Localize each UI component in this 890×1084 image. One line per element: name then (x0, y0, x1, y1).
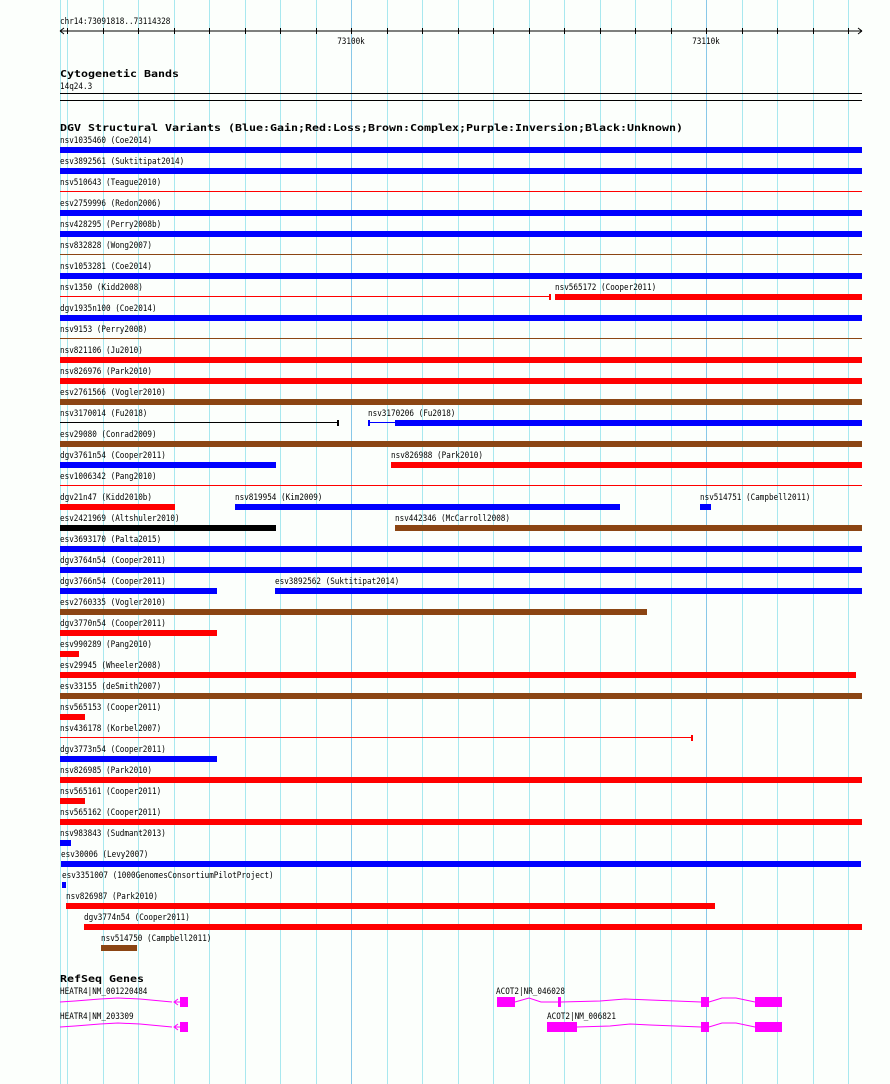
variant-label: nsv826987 (Park2010) (66, 892, 158, 902)
variant-row (60, 157, 862, 174)
exon (180, 1022, 188, 1032)
variant-bar[interactable] (60, 714, 85, 720)
variant-row (60, 829, 166, 846)
tick-label: 73100k (337, 37, 366, 47)
variant-label: esv3892562 (Suktitipat2014) (275, 577, 400, 587)
dgv-track (60, 122, 862, 951)
variant-row (62, 871, 274, 888)
variant-label: nsv3170014 (Fu2018) (60, 409, 148, 419)
variant-bar[interactable] (60, 210, 862, 216)
variant-row (61, 850, 861, 867)
variant-row (60, 598, 647, 615)
variant-bar[interactable] (60, 462, 276, 468)
variant-feature[interactable] (60, 808, 862, 825)
variant-feature[interactable] (60, 766, 862, 783)
exon (180, 997, 188, 1007)
gene-feature[interactable] (547, 1012, 782, 1032)
variant-row (101, 934, 211, 951)
variant-feature[interactable] (368, 409, 862, 426)
intron (60, 1023, 172, 1027)
variant-label: nsv826988 (Park2010) (391, 451, 483, 461)
variant-label: nsv821106 (Ju2010) (60, 346, 143, 356)
variant-row (60, 535, 862, 552)
variant-bar[interactable] (60, 231, 862, 237)
variant-label: nsv565153 (Cooper2011) (60, 703, 162, 713)
variant-bar[interactable] (60, 504, 175, 510)
variant-feature[interactable] (60, 388, 862, 405)
variant-label: esv33155 (deSmith2007) (60, 682, 162, 692)
variant-feature[interactable] (66, 892, 715, 909)
variant-bar[interactable] (60, 273, 862, 279)
variant-row (60, 619, 217, 636)
variant-row (60, 304, 862, 321)
variant-bar[interactable] (395, 420, 862, 426)
variant-label: nsv826985 (Park2010) (60, 766, 152, 776)
variant-feature[interactable] (60, 178, 862, 192)
variant-feature[interactable] (555, 283, 862, 300)
variant-bar[interactable] (555, 294, 862, 300)
variant-feature[interactable] (60, 493, 175, 510)
variant-label: dgv3770n54 (Cooper2011) (60, 619, 166, 629)
variant-feature[interactable] (60, 304, 862, 321)
intron (709, 998, 755, 1002)
variant-line[interactable] (60, 737, 693, 738)
variant-bar[interactable] (60, 840, 71, 846)
variant-row (60, 262, 862, 279)
intron (60, 998, 172, 1002)
variant-label: nsv1053281 (Coe2014) (60, 262, 152, 272)
intron (561, 999, 701, 1002)
variant-row (60, 346, 862, 363)
variant-bar[interactable] (235, 504, 620, 510)
variant-feature[interactable] (60, 283, 551, 300)
variant-end-tick (691, 735, 693, 741)
intron (577, 1024, 701, 1027)
cytoband-track (60, 68, 862, 101)
variant-end-tick (337, 420, 339, 426)
variant-feature[interactable] (101, 934, 211, 951)
region-label: chr14:73091818..73114328 (60, 17, 171, 27)
variant-bar[interactable] (60, 672, 856, 678)
variant-label: dgv3766n54 (Cooper2011) (60, 577, 166, 587)
variant-row (60, 409, 862, 426)
variant-bar[interactable] (60, 798, 85, 804)
variant-label: dgv3764n54 (Cooper2011) (60, 556, 166, 566)
variant-row (60, 430, 862, 447)
variant-feature[interactable] (60, 430, 862, 447)
variant-label: esv1006342 (Pang2010) (60, 472, 157, 482)
variant-label: nsv510643 (Teague2010) (60, 178, 162, 188)
variant-label: nsv1035460 (Coe2014) (60, 136, 152, 146)
variant-bar[interactable] (101, 945, 137, 951)
variant-bar[interactable] (60, 693, 862, 699)
variant-label: esv3351007 (1000GenomesConsortiumPilotProject) (62, 871, 274, 881)
variant-label: esv29945 (Wheeler2008) (60, 661, 162, 671)
variant-bar[interactable] (60, 819, 862, 825)
variant-row (60, 514, 862, 531)
gene-feature[interactable] (60, 987, 188, 1007)
variant-feature[interactable] (60, 598, 647, 615)
variant-label: nsv428295 (Perry2008b) (60, 220, 162, 230)
variant-row (60, 556, 862, 573)
variant-label: esv2759996 (Redon2006) (60, 199, 162, 209)
variant-label: nsv565172 (Cooper2011) (555, 283, 657, 293)
variant-label: nsv442346 (McCarroll2008) (395, 514, 510, 524)
variant-row (60, 283, 862, 300)
variant-label: esv2760335 (Vogler2010) (60, 598, 166, 608)
exon (755, 1022, 782, 1032)
variant-row (60, 724, 693, 741)
variant-bar[interactable] (391, 462, 862, 468)
variant-line[interactable] (60, 254, 862, 255)
variant-feature[interactable] (84, 913, 862, 930)
variant-feature[interactable] (60, 136, 862, 153)
variant-row (60, 577, 862, 594)
variant-bar[interactable] (84, 924, 862, 930)
variant-row (60, 325, 862, 339)
variant-bar[interactable] (60, 588, 217, 594)
variant-label: nsv983843 (Sudmant2013) (60, 829, 166, 839)
exon (755, 997, 782, 1007)
variant-row (60, 367, 862, 384)
variant-row (60, 178, 862, 192)
gene-label: HEATR4|NM_001220484 (60, 987, 148, 997)
gene-label: ACOT2|NR_046028 (496, 987, 565, 997)
variant-feature[interactable] (60, 535, 862, 552)
variant-bar[interactable] (60, 756, 217, 762)
variant-feature[interactable] (60, 262, 862, 279)
variant-bar[interactable] (66, 903, 715, 909)
variant-bar[interactable] (700, 504, 711, 510)
variant-feature[interactable] (60, 682, 862, 699)
variant-bar[interactable] (60, 147, 862, 153)
gene-feature[interactable] (496, 987, 782, 1007)
variant-feature[interactable] (391, 451, 862, 468)
variant-line[interactable] (60, 191, 862, 192)
variant-feature[interactable] (60, 325, 862, 339)
variant-feature[interactable] (60, 409, 339, 426)
variant-bar[interactable] (60, 525, 276, 531)
variant-row (60, 766, 862, 783)
variant-row (60, 787, 161, 804)
gene-label: ACOT2|NM_006821 (547, 1012, 616, 1022)
variant-feature[interactable] (60, 220, 862, 237)
variant-feature[interactable] (60, 472, 862, 486)
exon (547, 1022, 577, 1032)
exon (497, 997, 515, 1007)
exon (558, 997, 561, 1007)
variant-label: nsv826976 (Park2010) (60, 367, 152, 377)
variant-bar[interactable] (60, 168, 862, 174)
variant-bar[interactable] (60, 378, 862, 384)
variant-line[interactable] (368, 422, 395, 423)
variant-bar[interactable] (275, 588, 862, 594)
ruler[interactable] (60, 17, 862, 47)
variant-label: nsv9153 (Perry2008) (60, 325, 148, 335)
gene-feature[interactable] (60, 1012, 188, 1032)
variant-bar[interactable] (60, 609, 647, 615)
variant-bar[interactable] (60, 441, 862, 447)
variant-feature[interactable] (700, 493, 810, 510)
refseq-track (60, 974, 782, 1032)
variant-feature[interactable] (60, 703, 161, 720)
variant-row (60, 808, 862, 825)
variant-label: nsv565161 (Cooper2011) (60, 787, 162, 797)
variant-feature[interactable] (60, 514, 276, 531)
variant-row (84, 913, 862, 930)
variant-label: nsv832828 (Wong2007) (60, 241, 152, 251)
variant-row (60, 472, 862, 486)
variant-label: nsv3170206 (Fu2018) (368, 409, 456, 419)
variant-label: dgv3773n54 (Cooper2011) (60, 745, 166, 755)
variant-row (60, 136, 862, 153)
variant-feature[interactable] (62, 871, 274, 888)
variant-feature[interactable] (235, 493, 620, 510)
variant-bar[interactable] (62, 882, 66, 888)
variant-label: nsv514751 (Campbell2011) (700, 493, 811, 503)
intron (515, 998, 558, 1002)
variant-feature[interactable] (60, 241, 862, 255)
track-title: DGV Structural Variants (Blue:Gain;Red:Loss;Brown:Complex;Purple:Inversion;Black:Unknown) (60, 123, 596, 134)
variant-label: esv990289 (Pang2010) (60, 640, 152, 650)
exon (701, 997, 709, 1007)
variant-row (60, 745, 217, 762)
variant-bar[interactable] (395, 525, 862, 531)
variant-feature[interactable] (60, 619, 217, 636)
gene-label: HEATR4|NM_203309 (60, 1012, 134, 1022)
variant-feature[interactable] (60, 451, 276, 468)
variant-label: esv2421969 (Altshuler2010) (60, 514, 180, 524)
variant-label: esv2761566 (Vogler2010) (60, 388, 166, 398)
variant-row (60, 682, 862, 699)
variant-bar[interactable] (60, 567, 862, 573)
variant-feature[interactable] (60, 787, 161, 804)
variant-label: nsv819954 (Kim2009) (235, 493, 323, 503)
variant-line[interactable] (60, 296, 551, 297)
variant-row (60, 199, 862, 216)
variant-label: esv30006 (Levy2007) (61, 850, 149, 860)
intron (709, 1023, 755, 1027)
variant-bar[interactable] (61, 861, 861, 867)
variant-row (60, 493, 810, 510)
variant-label: esv3693170 (Palta2015) (60, 535, 162, 545)
variant-feature[interactable] (60, 577, 217, 594)
variant-feature[interactable] (60, 556, 862, 573)
variant-feature[interactable] (395, 514, 862, 531)
cytoband-label: 14q24.3 (60, 82, 93, 92)
variant-bar[interactable] (60, 777, 862, 783)
variant-row (60, 220, 862, 237)
variant-bar[interactable] (60, 357, 862, 363)
variant-label: dgv1935n100 (Coe2014) (60, 304, 157, 314)
variant-feature[interactable] (60, 829, 166, 846)
variant-end-tick (549, 294, 551, 300)
variant-feature[interactable] (60, 157, 862, 174)
variant-row (60, 241, 862, 255)
variant-label: nsv565162 (Cooper2011) (60, 808, 162, 818)
variant-label: esv3892561 (Suktitipat2014) (60, 157, 185, 167)
variant-line[interactable] (60, 338, 862, 339)
variant-bar[interactable] (60, 399, 862, 405)
variant-row (60, 703, 161, 720)
variant-label: esv29080 (Conrad2009) (60, 430, 157, 440)
variant-bar[interactable] (60, 651, 79, 657)
exon (701, 1022, 709, 1032)
track-title: RefSeq Genes (60, 974, 144, 985)
variant-line[interactable] (60, 422, 339, 423)
variant-row (66, 892, 715, 909)
variant-label: nsv436178 (Korbel2007) (60, 724, 162, 734)
variant-feature[interactable] (61, 850, 861, 867)
variant-feature[interactable] (60, 367, 862, 384)
variant-bar[interactable] (60, 315, 862, 321)
variant-row (60, 388, 862, 405)
variant-row (60, 451, 862, 468)
variant-feature[interactable] (275, 577, 862, 594)
variant-feature[interactable] (60, 346, 862, 363)
variant-feature[interactable] (60, 724, 693, 741)
variant-bar[interactable] (60, 546, 862, 552)
variant-label: nsv514750 (Campbell2011) (101, 934, 212, 944)
variant-label: dgv3774n54 (Cooper2011) (84, 913, 190, 923)
track-title: Cytogenetic Bands (60, 69, 163, 80)
variant-feature[interactable] (60, 199, 862, 216)
variant-label: dgv3761n54 (Cooper2011) (60, 451, 166, 461)
variant-label: dgv21n47 (Kidd2010b) (60, 493, 152, 503)
tick-label: 73110k (692, 37, 721, 47)
variant-label: nsv1350 (Kidd2008) (60, 283, 143, 293)
variant-feature[interactable] (60, 745, 217, 762)
variant-line[interactable] (60, 485, 862, 486)
variant-bar[interactable] (60, 630, 217, 636)
